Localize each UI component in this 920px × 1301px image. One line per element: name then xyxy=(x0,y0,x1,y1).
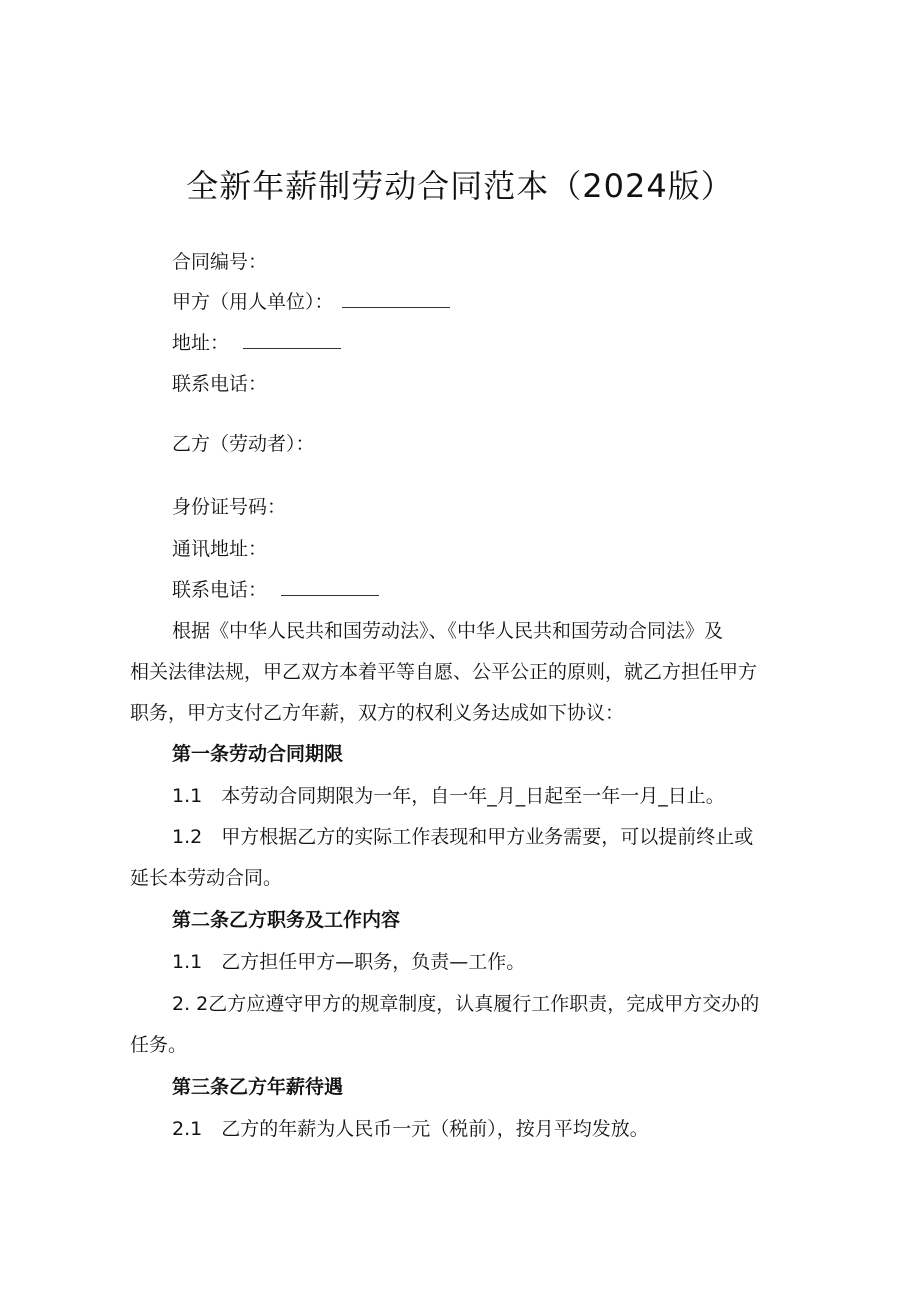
address-label: 地址： xyxy=(172,332,230,354)
section-3-clause-1: 2.1 乙方的年薪为人民币一元（税前），按月平均发放。 xyxy=(172,1118,649,1140)
phone-a-label: 联系电话： xyxy=(172,373,268,395)
section-3-heading: 第三条乙方年薪待遇 xyxy=(172,1076,344,1098)
section-1-heading: 第一条劳动合同期限 xyxy=(172,743,344,765)
phone-a-field xyxy=(172,370,267,398)
party-b-field xyxy=(172,430,315,458)
section-2-clause-2-line-2: 任务。 xyxy=(130,1034,188,1056)
phone-b-blank-line xyxy=(281,577,379,596)
id-number-label: 身份证号码： xyxy=(172,496,287,518)
contract-number-label: 合同编号： xyxy=(172,251,268,273)
section-1-clause-1: 1.1 本劳动合同期限为一年，自一年_月_日起至一年一月_日止。 xyxy=(172,785,725,807)
preamble-line-3: 职务，甲方支付乙方年薪，双方的权利义务达成如下协议： xyxy=(130,702,625,724)
section-2-clause-2-line-1: 2. 2乙方应遵守甲方的规章制度，认真履行工作职责，完成甲方交办的 xyxy=(172,993,760,1015)
address-field xyxy=(172,329,341,357)
address-blank-line xyxy=(243,330,341,349)
page-title: 全新年薪制劳动合同范本（2024版） xyxy=(186,167,734,205)
phone-b-field xyxy=(172,576,379,604)
section-2-clause-1: 1.1 乙方担任甲方—职务，负责—工作。 xyxy=(172,951,526,973)
party-a-blank-line xyxy=(342,289,450,308)
section-2-heading: 第二条乙方职务及工作内容 xyxy=(172,909,401,931)
preamble-line-2: 相关法律法规，甲乙双方本着平等自愿、公平公正的原则，就乙方担任甲方 xyxy=(130,661,758,683)
contract-number-field xyxy=(172,248,267,276)
party-a-label: 甲方（用人单位）： xyxy=(172,291,334,313)
party-b-label: 乙方（劳动者）： xyxy=(172,433,315,455)
section-1-clause-2-line-1: 1.2 甲方根据乙方的实际工作表现和甲方业务需要，可以提前终止或 xyxy=(172,826,754,848)
id-number-field xyxy=(172,493,286,521)
phone-b-label: 联系电话： xyxy=(172,579,268,601)
mail-address-label: 通讯地址： xyxy=(172,538,268,560)
mail-address-field xyxy=(172,535,267,563)
party-a-field xyxy=(172,288,450,316)
section-1-clause-2-line-2: 延长本劳动合同。 xyxy=(130,867,283,889)
preamble-line-1: 根据《中华人民共和国劳动法》、《中华人民共和国劳动合同法》及 xyxy=(172,620,724,642)
